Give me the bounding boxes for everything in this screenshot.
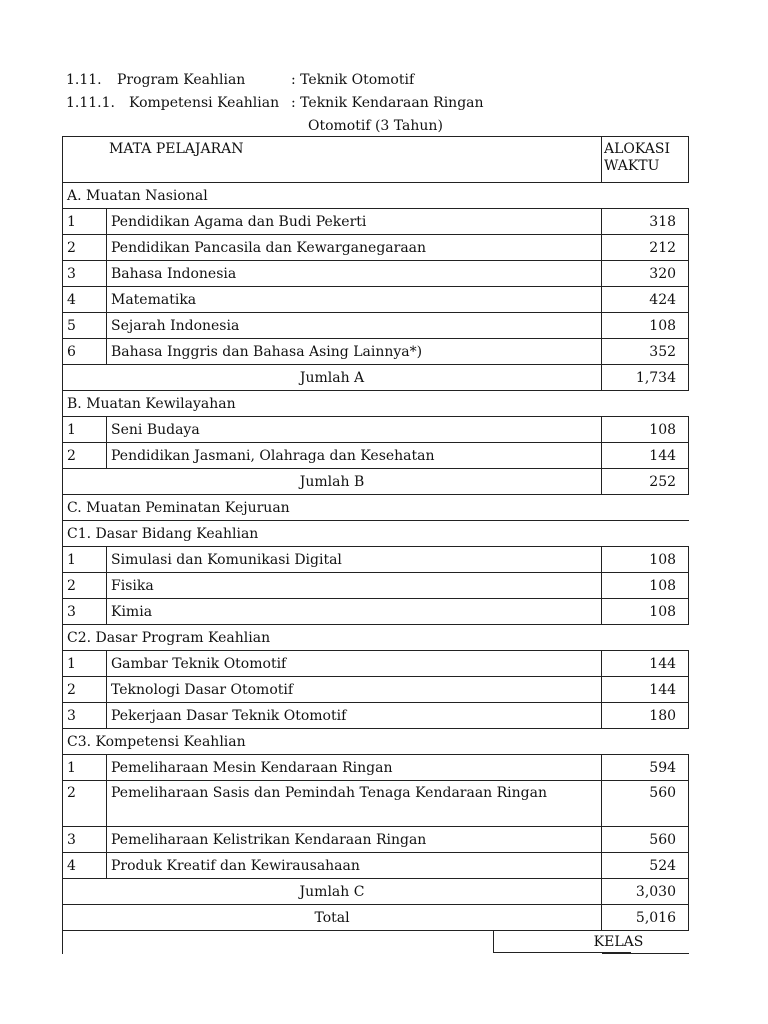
row-number: 1: [63, 547, 107, 573]
subtotal-b-value: 252: [602, 469, 689, 495]
table-row: [63, 339, 689, 365]
subtotal-row: [63, 879, 689, 905]
heading-program-value: : Teknik Otomotif: [291, 72, 415, 88]
subtotal-c-value: 3,030: [602, 879, 689, 905]
allocation-value: 318: [602, 209, 689, 235]
table-header-row: [63, 137, 689, 183]
subject-name: Pendidikan Jasmani, Olahraga dan Kesehatan: [107, 443, 602, 469]
allocation-value: 144: [602, 443, 689, 469]
allocation-value: 524: [602, 853, 689, 879]
heading-competency-value: : Teknik Kendaraan Ringan: [291, 95, 484, 111]
subtotal-a-value: 1,734: [602, 365, 689, 391]
table-row: [63, 261, 689, 287]
row-number: 2: [63, 573, 107, 599]
subsection-c2-title: C2. Dasar Program Keahlian: [63, 625, 689, 651]
subject-name: Pendidikan Agama dan Budi Pekerti: [107, 209, 602, 235]
subject-name: Gambar Teknik Otomotif: [107, 651, 602, 677]
heading-competency-label: Kompetensi Keahlian: [129, 95, 280, 111]
allocation-value: 144: [602, 651, 689, 677]
heading-program-number: 1.11.: [66, 72, 102, 88]
table-row: [63, 417, 689, 443]
subtotal-b-label: Jumlah B: [63, 469, 602, 495]
section-b-title: B. Muatan Kewilayahan: [63, 391, 689, 417]
kelas-label: KELAS: [593, 934, 644, 950]
kelas-header: [493, 931, 644, 953]
subsection-row: [63, 521, 689, 547]
subtotal-row: [63, 469, 689, 495]
section-c-title: C. Muatan Peminatan Kejuruan: [63, 495, 689, 521]
row-number: 3: [63, 827, 107, 853]
table-row: [63, 853, 689, 879]
section-row: [63, 391, 689, 417]
allocation-value: 212: [602, 235, 689, 261]
row-number: 3: [63, 261, 107, 287]
heading-program-label: Program Keahlian: [117, 72, 246, 88]
section-row: [63, 183, 689, 209]
allocation-value: 352: [602, 339, 689, 365]
subject-name: Pemeliharaan Kelistrikan Kendaraan Ringan: [107, 827, 602, 853]
grand-total-row: [63, 905, 689, 931]
subject-name: Sejarah Indonesia: [107, 313, 602, 339]
subject-name: Bahasa Indonesia: [107, 261, 602, 287]
subject-name: Pemeliharaan Sasis dan Pemindah Tenaga Kendaraan Ringan: [107, 781, 602, 827]
table-row: [63, 443, 689, 469]
allocation-value: 560: [602, 827, 689, 853]
column-header-subject: MATA PELAJARAN: [63, 137, 602, 183]
column-header-allocation: [602, 137, 689, 183]
heading-competency-value-line2: Otomotif (3 Tahun): [308, 118, 443, 134]
heading-competency-number: 1.11.1.: [66, 95, 115, 111]
section-row: [63, 495, 689, 521]
allocation-value: 108: [602, 599, 689, 625]
allocation-value: 108: [602, 313, 689, 339]
kelas-row: [63, 931, 689, 954]
row-number: 1: [63, 755, 107, 781]
curriculum-table: [62, 136, 689, 954]
row-number: 6: [63, 339, 107, 365]
row-number: 5: [63, 313, 107, 339]
allocation-value: 320: [602, 261, 689, 287]
subject-name: Simulasi dan Komunikasi Digital: [107, 547, 602, 573]
column-header-allocation-line2: WAKTU: [604, 158, 660, 174]
table-row: [63, 677, 689, 703]
row-number: 4: [63, 287, 107, 313]
row-number: 2: [63, 235, 107, 261]
table-row: [63, 573, 689, 599]
subject-name: Kimia: [107, 599, 602, 625]
subject-name: Fisika: [107, 573, 602, 599]
allocation-value: 144: [602, 677, 689, 703]
grand-total-label: Total: [63, 905, 602, 931]
row-number: 2: [63, 443, 107, 469]
subtotal-row: [63, 365, 689, 391]
row-number: 1: [63, 651, 107, 677]
subsection-row: [63, 625, 689, 651]
subject-name: Pekerjaan Dasar Teknik Otomotif: [107, 703, 602, 729]
table-row: [63, 827, 689, 853]
subject-name: Pendidikan Pancasila dan Kewarganegaraan: [107, 235, 602, 261]
subsection-c1-title: C1. Dasar Bidang Keahlian: [63, 521, 689, 547]
allocation-value: 108: [602, 573, 689, 599]
kelas-left-cell: [63, 931, 644, 954]
section-a-title: A. Muatan Nasional: [63, 183, 689, 209]
row-number: 2: [63, 781, 107, 827]
table-row: [63, 287, 689, 313]
subject-name: Teknologi Dasar Otomotif: [107, 677, 602, 703]
table-row: [63, 313, 689, 339]
subject-name: Pemeliharaan Mesin Kendaraan Ringan: [107, 755, 602, 781]
table-row: [63, 755, 689, 781]
table-row: [63, 781, 689, 827]
subject-name: Seni Budaya: [107, 417, 602, 443]
allocation-value: 424: [602, 287, 689, 313]
grand-total-value: 5,016: [602, 905, 689, 931]
table-row: [63, 209, 689, 235]
allocation-value: 560: [602, 781, 689, 827]
row-number: 3: [63, 703, 107, 729]
row-number: 3: [63, 599, 107, 625]
subject-name: Produk Kreatif dan Kewirausahaan: [107, 853, 602, 879]
table-row: [63, 547, 689, 573]
row-number: 1: [63, 417, 107, 443]
row-number: 1: [63, 209, 107, 235]
table-row: [63, 599, 689, 625]
subject-name: Matematika: [107, 287, 602, 313]
subject-name: Bahasa Inggris dan Bahasa Asing Lainnya*): [107, 339, 602, 365]
allocation-value: 594: [602, 755, 689, 781]
table-row: [63, 235, 689, 261]
subtotal-c-label: Jumlah C: [63, 879, 602, 905]
subsection-row: [63, 729, 689, 755]
row-number: 2: [63, 677, 107, 703]
table-row: [63, 703, 689, 729]
table-row: [63, 651, 689, 677]
subsection-c3-title: C3. Kompetensi Keahlian: [63, 729, 689, 755]
allocation-value: 108: [602, 417, 689, 443]
row-number: 4: [63, 853, 107, 879]
allocation-value: 108: [602, 547, 689, 573]
subtotal-a-label: Jumlah A: [63, 365, 602, 391]
allocation-value: 180: [602, 703, 689, 729]
column-header-allocation-line1: ALOKASI: [604, 141, 671, 157]
